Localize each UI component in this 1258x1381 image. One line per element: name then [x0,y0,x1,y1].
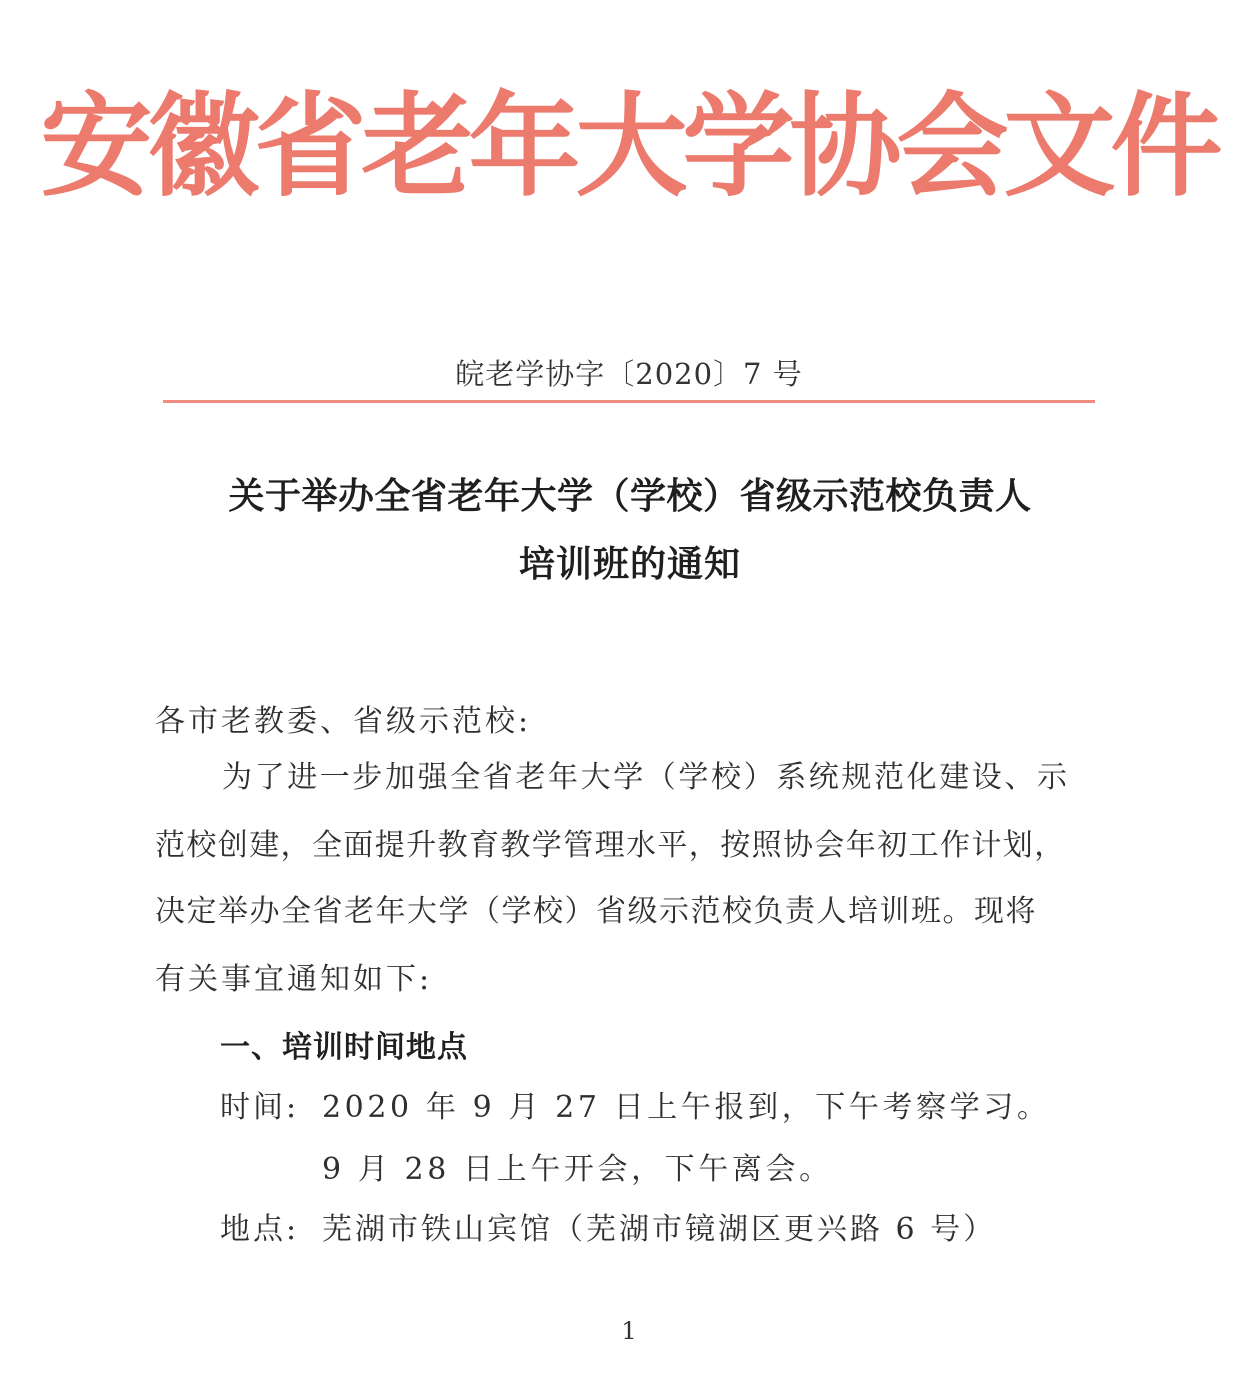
time-line-1: 2020 年 9 月 27 日上午报到，下午考察学习。 [322,1090,1051,1125]
place-value: 芜湖市铁山宾馆（芜湖市镜湖区更兴路 6 号） [322,1212,997,1247]
time-line-2: 9 月 28 日上午开会，下午离会。 [322,1152,833,1187]
paragraph-line-2: 范校创建，全面提升教育教学管理水平，按照协会年初工作计划， [155,828,1066,863]
addressee: 各市老教委、省级示范校: [155,704,532,739]
notice-title-line-1: 关于举办全省老年大学（学校）省级示范校负责人 [228,476,1032,517]
place-label: 地点: [220,1212,300,1247]
time-label: 时间: [220,1090,300,1125]
document-number: 皖老学协字〔2020〕7 号 [455,357,803,391]
red-divider-line [163,400,1095,403]
paragraph-line-1: 为了进一步加强全省老年大学（学校）系统规范化建设、示 [222,760,1070,795]
letterhead-title: 安徽省老年大学协会文件 [40,82,1218,212]
notice-title-line-2: 培训班的通知 [518,544,741,585]
page-number: 1 [621,1317,637,1345]
section-heading-time-place: 一、培训时间地点 [220,1030,468,1065]
paragraph-line-4: 有关事宜通知如下: [155,962,433,997]
paragraph-line-3: 决定举办全省老年大学（学校）省级示范校负责人培训班。现将 [155,894,1037,929]
